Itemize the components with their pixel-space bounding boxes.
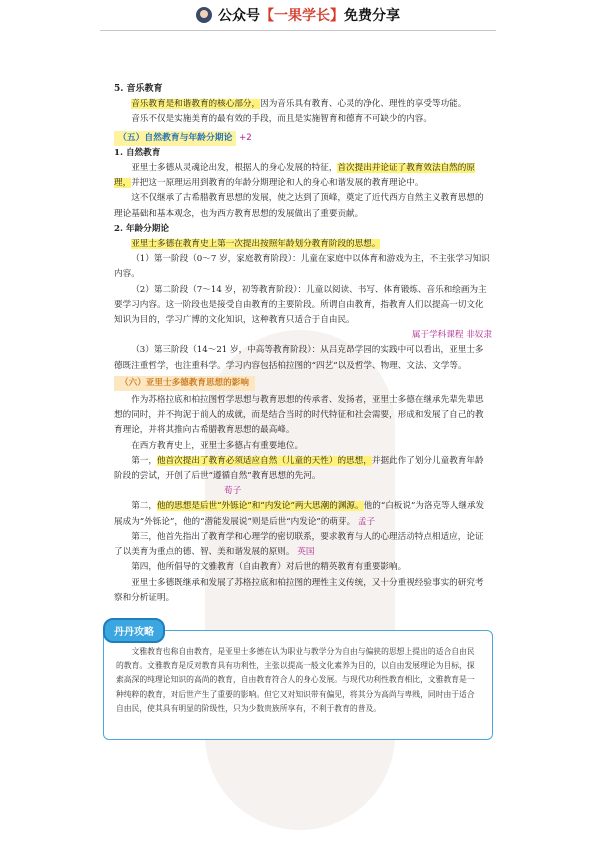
avatar-icon — [196, 7, 212, 23]
music-paragraph-2: 音乐不仅是实施美育的最有效的手段，而且是实施智育和德育不可缺少的内容。 — [131, 114, 432, 125]
header-prefix: 公众号 — [218, 8, 260, 24]
ink-note-xunzi: 荀子 — [224, 486, 242, 497]
header-brand: 【一果学长】 — [260, 8, 344, 24]
influence-paragraph-7: 亚里士多德既继承和发展了苏格拉底和柏拉图的理性主义传统，又十分重视经验事实的研究考察和分析证明。 — [114, 577, 484, 603]
subsection-natural-title: 1. 自然教育 — [114, 147, 161, 158]
section-six-title: （六）亚里士多德教育思想的影响 — [114, 376, 255, 391]
ink-note-non-slave: 非奴隶 — [466, 330, 492, 341]
age-stage-2: （2）第二阶段（7～14 岁，初等教育阶段）：儿童以阅读、书写、体育锻炼、音乐和绘画为主要学习内容。这一阶段也是接受自由教育的主要阶段。所谓自由教育，指教育人们以提高一切文化知识为目的，学习广博的文化知识，这种教育只适合于自由民。 — [114, 284, 487, 326]
page-header — [0, 0, 596, 30]
natural-paragraph-2: 这不仅继承了古希腊教育思想的发展，使之达到了顶峰，奠定了近代西方自然主义教育思想的理论基础和基本观念，也为西方教育思想的发展做出了重要贡献。 — [114, 193, 484, 219]
tips-box — [103, 630, 493, 740]
music-highlight: 音乐教育是和谐教育的核心部分， — [131, 99, 261, 110]
influence-ink-xunzi — [114, 484, 492, 499]
influence-third-text: 第三，他首先指出了教育学和心理学的密切联系，要求教育与人的心理活动特点相适应，论证了以美育为重点的德、智、美和谐发展的原则。 — [114, 531, 484, 558]
age-ink-notes — [114, 328, 492, 343]
age-stage-3: （3）第三阶段（14～21 岁，中高等教育阶段）：从吕克昂学园的实践中可以看出，亚里士多德既注重哲学，也注重科学。学习内容包括柏拉图的“四艺”以及哲学、物理、文法、文学等。 — [114, 345, 484, 371]
music-text: 因为音乐具有教育、心灵的净化、理性的享受等功能。 — [260, 99, 467, 110]
age-paragraph-lead — [114, 237, 492, 252]
influence-first-text: 并据此作了划分儿童教育年龄阶段的尝试，开创了后世“遵循自然”教育思想的先河。 — [114, 455, 484, 482]
header-suffix: 免费分享 — [344, 8, 400, 24]
age-stage-1: （1）第一阶段（0～7 岁，家庭教育阶段）：儿童在家庭中以体育和游戏为主，不主张学习知识内容。 — [114, 254, 490, 280]
influence-paragraph-1: 作为苏格拉底和柏拉图哲学思想与教育思想的传承者、发扬者，亚里士多德在继承先辈先辈思想的同时，并不拘泥于前人的成就，而是结合当时的时代特征和社会需要，形成和发展了自己的教育理论，并将其推向古希腊教育思想的最高峰。 — [114, 395, 484, 436]
influence-second-text: 他的“白板说”为洛克等人继承发展成为“外铄论”，他的“潜能发展说”则是后世“内发论”的萌芽。 — [114, 501, 485, 527]
natural-text-a: 亚里士多德从灵魂论出发，根据人的身心发展的特征， — [131, 163, 338, 174]
natural-highlight: 首次提出并论证了教育效法自然的原理， — [114, 163, 475, 189]
page-content — [114, 82, 492, 606]
tips-badge: 丹丹攻略 — [103, 618, 165, 643]
music-paragraph-1 — [114, 97, 492, 112]
section-six-heading — [114, 374, 492, 393]
influence-second-label: 第二， — [131, 501, 157, 512]
ink-note-mencius: 孟子 — [357, 516, 376, 527]
age-highlight: 亚里士多德在教育史上第一次提出按照年龄划分教育阶段的思想。 — [131, 239, 381, 250]
ink-note-england: 英国 — [297, 547, 315, 558]
influence-paragraph-5 — [114, 530, 492, 560]
influence-first-highlight: 他首次提出了教育必须适应自然（儿童的天性）的思想， — [156, 455, 372, 466]
influence-paragraph-3 — [114, 454, 492, 484]
influence-first-label: 第一， — [131, 455, 157, 466]
ink-note-plus2: +2 — [239, 132, 252, 143]
influence-paragraph-4 — [114, 499, 492, 529]
section-five-heading — [114, 128, 492, 146]
influence-paragraph-2: 在西方教育史上，亚里士多德占有重要地位。 — [131, 440, 304, 451]
influence-second-highlight: 他的思想是后世“外铄论”和“内发论”两大思潮的渊源。 — [156, 501, 364, 512]
header-divider — [100, 30, 496, 31]
tips-text: 文雅教育也称自由教育，是亚里士多德在认为职业与教学分为自由与偏狭的思想上提出的适合自由民的教育。文雅教育是反对教育具有功利性，主张以提高一般文化素养为目的，以自由发展理论为目标，探索高深的纯理论知识的高尚的教育，自由教育符合人的身心发展。与现代功利性教育相比，文雅教育是一种纯粹的教育，对后世产生了重要的影响。但它又对知识带有偏见，将其分为高尚与卑贱，同时由于适合自由民，使其具有明显的阶级性，只为少数贵族所享有，不利于教育的普及。 — [116, 647, 475, 713]
natural-paragraph-1 — [114, 161, 492, 191]
section-music-title: 5. 音乐教育 — [114, 84, 163, 94]
natural-text-c: 并把这一原理运用到教育的年龄分期理论和人的身心和谐发展的教育理论中。 — [131, 178, 424, 189]
section-five-title: （五）自然教育与年龄分期论 — [114, 131, 236, 146]
influence-paragraph-6: 第四，他所倡导的文雅教育（自由教育）对后世的精英教育有重要影响。 — [131, 562, 407, 573]
subsection-age-title: 2. 年龄分期论 — [114, 223, 169, 234]
ink-note-subject-course: 属于学科课程 — [411, 330, 464, 341]
